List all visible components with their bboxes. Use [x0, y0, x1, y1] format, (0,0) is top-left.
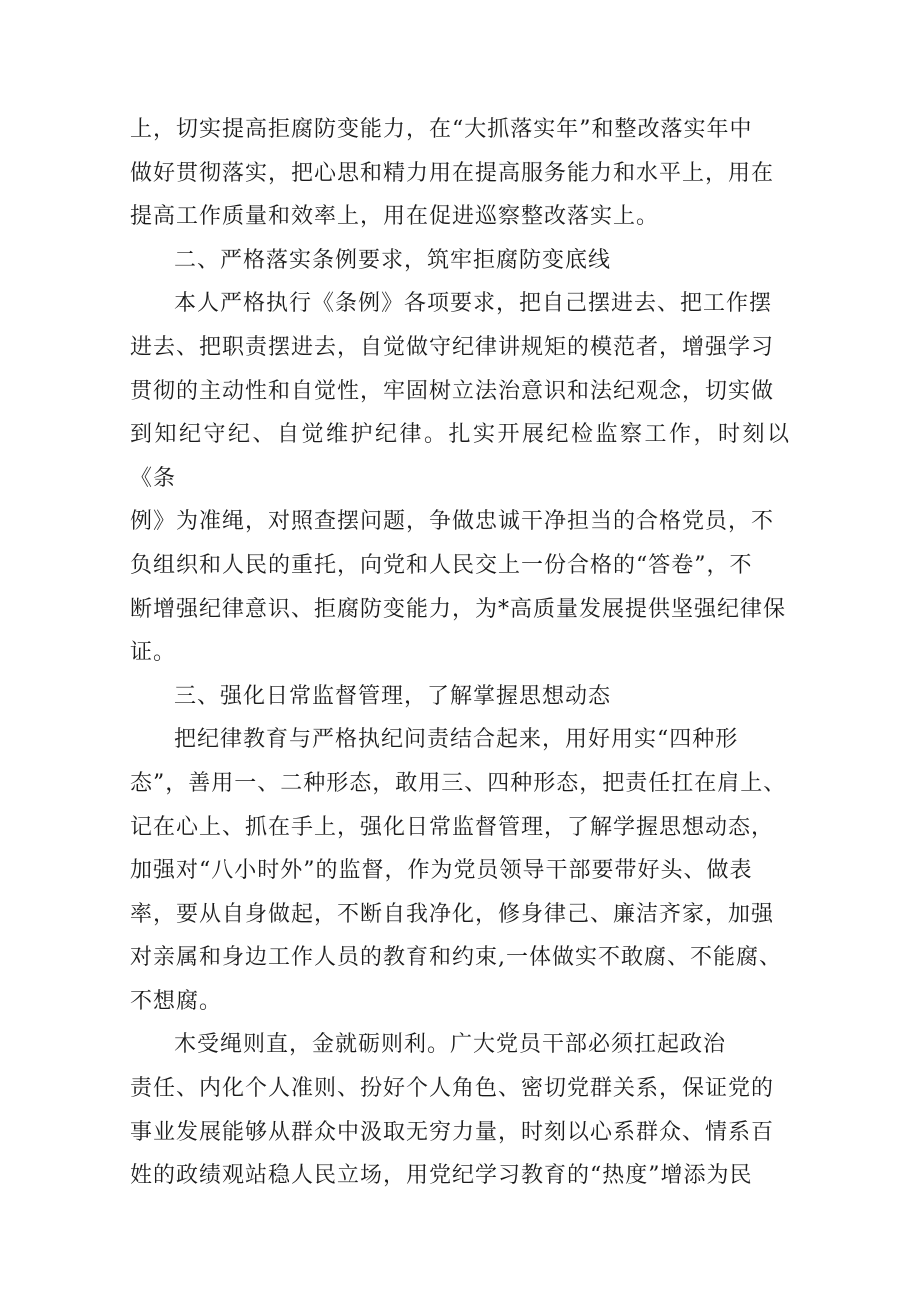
text-line: 事业发展能够从群众中汲取无穷力量，时刻以心系群众、情系百	[130, 1119, 775, 1145]
text-line: 对亲属和身边工作人员的教育和约束,一体做实不敢腐、不能腐、	[130, 945, 782, 971]
text-line: 不想腐。	[130, 988, 223, 1014]
text-line: 木受绳则直，金就砺则利。广大党员干部必须扛起政治	[174, 1032, 727, 1058]
paragraph-closing	[130, 1023, 790, 1197]
text-line: 把纪律教育与严格执纪问责结合起来，用好用实“四种形	[174, 727, 739, 753]
text-line: 责任、内化个人准则、扮好个人角色、密切党群关系，保证党的	[130, 1076, 775, 1102]
text-line: 提高工作质量和效率上，用在促进巡察整改落实上。	[130, 204, 660, 230]
section-heading-3: 三、强化日常监督管理，了解掌握思想动态	[174, 683, 612, 709]
text-line: 加强对“八小时外”的监督，作为党员领导干部要带好头、做表	[130, 858, 753, 884]
text-line: 态”，善用一、二种形态，敢用三、四种形态，把责任扛在肩上、	[130, 770, 787, 796]
document-body	[130, 108, 790, 1198]
text-line: 上，切实提高拒腐防变能力，在“大抓落实年”和整改落实年中	[130, 117, 753, 142]
text-line: 例》为准绳，对照查摆问题，争做忠诚干净担当的合格党员，不	[130, 509, 775, 535]
text-line: 证。	[130, 640, 177, 666]
paragraph-continuation	[130, 108, 790, 239]
text-line: 率，要从自身做起，不断自我净化，修身律己、廉洁齐家，加强	[130, 901, 775, 927]
paragraph-section-3	[130, 718, 790, 1023]
text-line: 做好贯彻落实，把心思和精力用在提高服务能力和水平上，用在	[130, 160, 775, 186]
text-line: 到知纪守纪、自觉维护纪律。扎实开展纪检监察工作，时刻以《条	[130, 422, 790, 491]
text-line: 本人严格执行《条例》各项要求，把自己摆进去、把工作摆	[174, 291, 773, 317]
section-heading-2: 二、严格落实条例要求，筑牢拒腐防变底线	[174, 247, 612, 273]
paragraph-section-2	[130, 282, 790, 674]
text-line: 姓的政绩观站稳人民立场，用党纪学习教育的“热度”增添为民	[130, 1163, 753, 1189]
text-line: 断增强纪律意识、拒腐防变能力，为*高质量发展提供坚强纪律保	[130, 596, 787, 622]
text-line: 贯彻的主动性和自觉性，牢固树立法治意识和法纪观念，切实做	[130, 378, 775, 404]
text-line: 负组织和人民的重托，向党和人民交上一份合格的“答卷”，不	[130, 552, 753, 578]
text-line: 进去、把职责摆进去，自觉做守纪律讲规矩的模范者，增强学习	[130, 334, 775, 360]
text-line: 记在心上、抓在手上，强化日常监督管理，了解学握思想动态，	[130, 814, 775, 840]
